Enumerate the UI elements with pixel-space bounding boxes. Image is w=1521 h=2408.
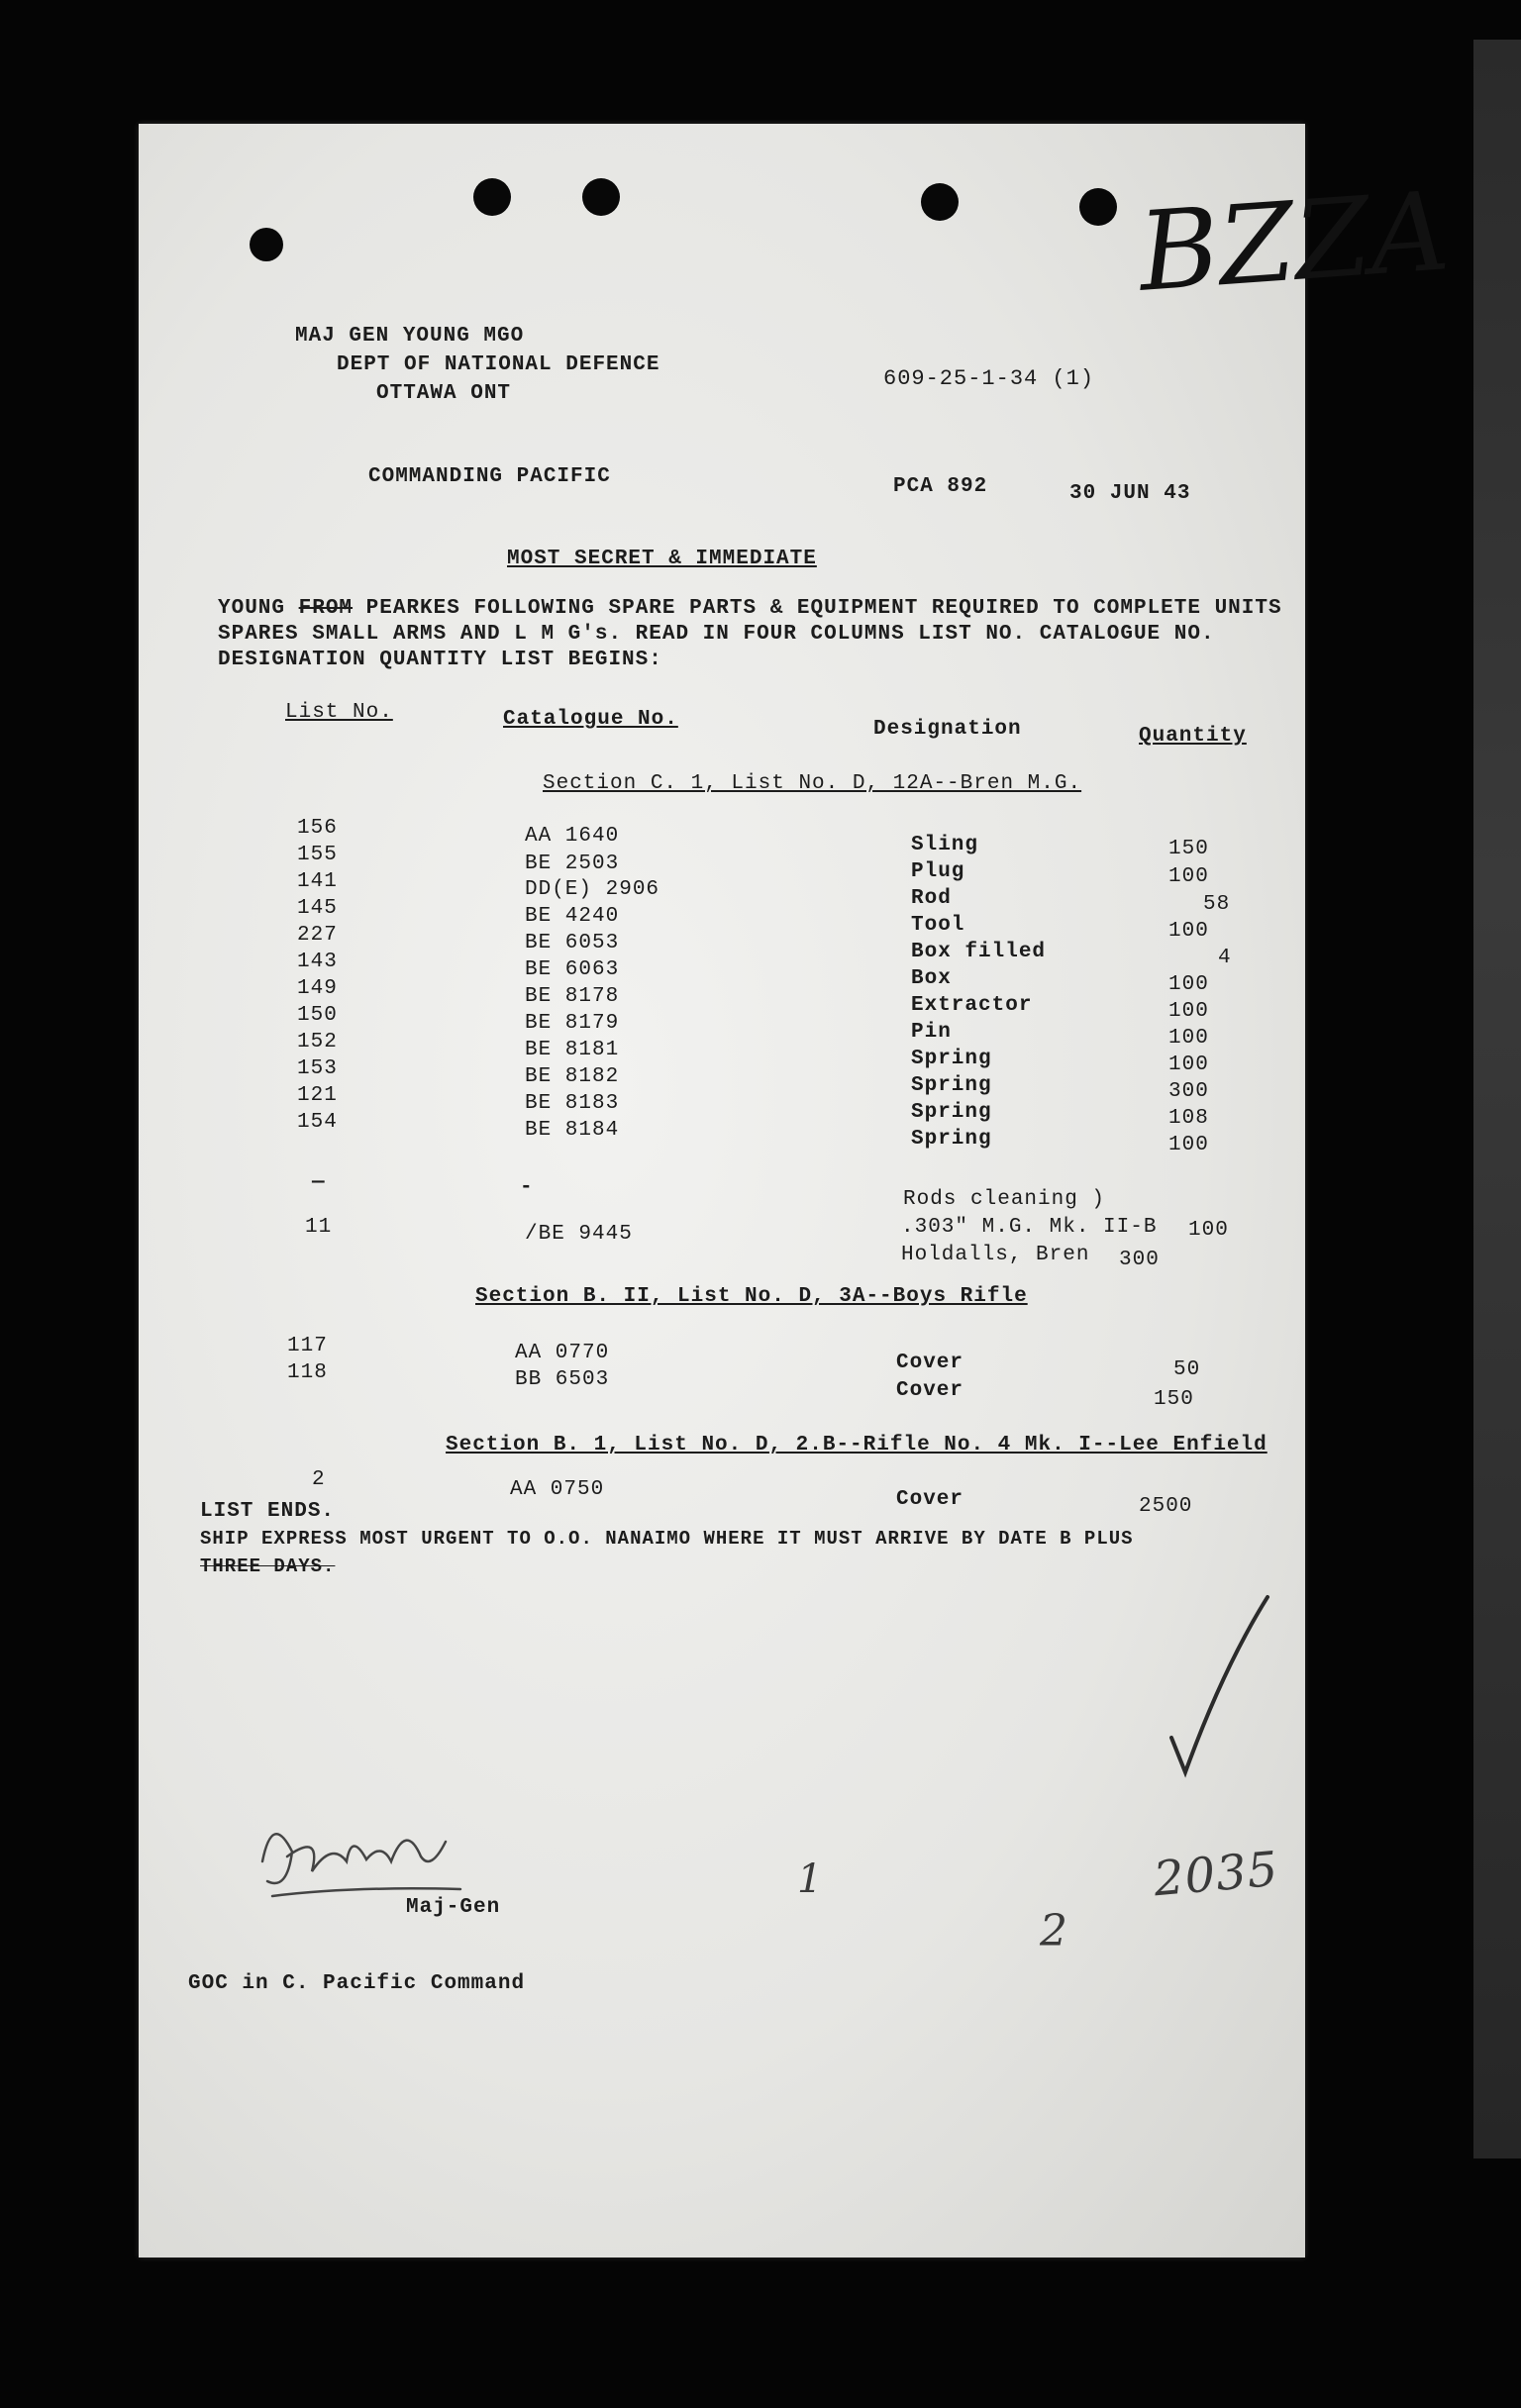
designation-cell: Spring bbox=[911, 1101, 992, 1124]
catalogue-no-cell: BE 8182 bbox=[525, 1065, 620, 1088]
list-no-cell: 156 bbox=[297, 817, 338, 840]
quantity-cell: 100 bbox=[1168, 920, 1209, 943]
quantity-cell: 100 bbox=[1168, 1027, 1209, 1050]
punch-hole bbox=[473, 178, 511, 216]
intro-line: YOUNG FROM PEARKES FOLLOWING SPARE PARTS & EQUIPMENT REQUIRED TO COMPLETE UNITS bbox=[218, 597, 1282, 620]
handwritten-corner-mark: BZZA bbox=[1134, 167, 1454, 316]
column-header-list-no: List No. bbox=[285, 701, 393, 724]
addressee-line: OTTAWA ONT bbox=[376, 382, 512, 405]
list-no-cell: 227 bbox=[297, 924, 338, 947]
signature-title: GOC in C. Pacific Command bbox=[188, 1972, 526, 1995]
intro-line: SPARES SMALL ARMS AND L M G's. READ IN FOUR COLUMNS LIST NO. CATALOGUE NO. bbox=[218, 623, 1215, 646]
punch-hole bbox=[582, 178, 620, 216]
quantity-cell: 100 bbox=[1168, 865, 1209, 888]
punch-hole bbox=[921, 183, 959, 221]
designation-cell: Rod bbox=[911, 887, 952, 910]
column-header-catalogue-no: Catalogue No. bbox=[503, 708, 678, 731]
designation-cell: Spring bbox=[911, 1048, 992, 1070]
check-mark-icon bbox=[1164, 1589, 1272, 1797]
quantity-cell: 58 bbox=[1203, 893, 1231, 916]
catalogue-no-cell: DD(E) 2906 bbox=[525, 878, 660, 901]
catalogue-no-cell: BE 8178 bbox=[525, 985, 620, 1008]
addressee-line: DEPT OF NATIONAL DEFENCE bbox=[337, 353, 660, 376]
quantity-cell: 100 bbox=[1188, 1219, 1229, 1242]
catalogue-no-cell: - bbox=[520, 1176, 534, 1199]
handwritten-note: 2 bbox=[1040, 1906, 1068, 1956]
designation-cell: Box bbox=[911, 967, 952, 990]
catalogue-no-cell: BE 4240 bbox=[525, 905, 620, 928]
list-no-cell: 149 bbox=[297, 977, 338, 1000]
sender: COMMANDING PACIFIC bbox=[368, 465, 611, 488]
quantity-cell: 4 bbox=[1218, 947, 1232, 969]
list-no-cell: 118 bbox=[287, 1361, 328, 1384]
list-ends: LIST ENDS. bbox=[200, 1500, 336, 1523]
punch-hole bbox=[1079, 188, 1117, 226]
list-no-cell: 141 bbox=[297, 870, 338, 893]
quantity-cell: 150 bbox=[1154, 1388, 1194, 1411]
catalogue-no-cell: BE 2503 bbox=[525, 853, 620, 875]
quantity-cell: 100 bbox=[1168, 1054, 1209, 1076]
list-no-cell: 121 bbox=[297, 1084, 338, 1107]
quantity-cell: 50 bbox=[1173, 1358, 1201, 1381]
section-title: Section B. 1, List No. D, 2.B--Rifle No. 4 Mk. I--Lee Enfield bbox=[446, 1434, 1268, 1456]
designation-cell: Spring bbox=[911, 1128, 992, 1151]
list-no-cell: 155 bbox=[297, 844, 338, 866]
catalogue-no-cell: BE 8184 bbox=[525, 1119, 620, 1142]
catalogue-no-cell: BE 8181 bbox=[525, 1039, 620, 1061]
catalogue-no-cell: BB 6503 bbox=[515, 1368, 610, 1391]
quantity-cell: 100 bbox=[1168, 1134, 1209, 1156]
catalogue-no-cell: AA 0750 bbox=[510, 1478, 605, 1501]
designation-cell: Box filled bbox=[911, 941, 1047, 963]
list-no-cell: 2 bbox=[312, 1468, 326, 1491]
document-page bbox=[139, 124, 1454, 2258]
designation-cell: Extractor bbox=[911, 994, 1033, 1017]
column-header-designation: Designation bbox=[873, 718, 1022, 741]
quantity-cell: 100 bbox=[1168, 973, 1209, 996]
intro-line: DESIGNATION QUANTITY LIST BEGINS: bbox=[218, 649, 662, 671]
quantity-cell: 108 bbox=[1168, 1107, 1209, 1130]
designation-cell: Pin bbox=[911, 1021, 952, 1044]
quantity-cell: 300 bbox=[1119, 1249, 1160, 1271]
quantity-cell: 300 bbox=[1168, 1080, 1209, 1103]
quantity-cell: 2500 bbox=[1139, 1495, 1193, 1518]
catalogue-no-cell: AA 1640 bbox=[525, 825, 620, 848]
section-title: Section C. 1, List No. D, 12A--Bren M.G. bbox=[543, 772, 1082, 795]
designation-cell: Sling bbox=[911, 834, 979, 856]
closing-line: THREE DAYS. bbox=[200, 1555, 336, 1577]
list-no-cell: 153 bbox=[297, 1057, 338, 1080]
designation-cell: Plug bbox=[911, 860, 965, 883]
designation-cell: .303" M.G. Mk. II-B bbox=[901, 1216, 1158, 1239]
handwritten-note: 2035 bbox=[1151, 1841, 1281, 1908]
catalogue-no-cell: AA 0770 bbox=[515, 1342, 610, 1364]
catalogue-no-cell: BE 6063 bbox=[525, 958, 620, 981]
handwritten-note: 1 bbox=[797, 1856, 824, 1902]
list-no-cell: 143 bbox=[297, 951, 338, 973]
designation-cell: Cover bbox=[896, 1352, 964, 1374]
designation-cell: Tool bbox=[911, 914, 965, 937]
designation-cell: Cover bbox=[896, 1379, 964, 1402]
section-title: Section B. II, List No. D, 3A--Boys Rifle bbox=[475, 1285, 1028, 1308]
designation-cell: Spring bbox=[911, 1074, 992, 1097]
message-date: 30 JUN 43 bbox=[1069, 482, 1191, 505]
list-no-cell: — bbox=[312, 1171, 326, 1194]
designation-cell: Holdalls, Bren bbox=[901, 1244, 1090, 1266]
list-no-cell: 150 bbox=[297, 1004, 338, 1027]
column-header-quantity: Quantity bbox=[1139, 725, 1247, 748]
addressee-line: MAJ GEN YOUNG MGO bbox=[295, 325, 525, 348]
quantity-cell: 100 bbox=[1168, 1000, 1209, 1023]
designation-cell: Cover bbox=[896, 1488, 964, 1511]
catalogue-no-cell: BE 6053 bbox=[525, 932, 620, 954]
file-number: 609-25-1-34 (1) bbox=[883, 366, 1095, 391]
designation-cell: Rods cleaning ) bbox=[903, 1188, 1106, 1211]
catalogue-no-cell: BE 8179 bbox=[525, 1012, 620, 1035]
list-no-cell: 152 bbox=[297, 1031, 338, 1054]
signature-rank: Maj-Gen bbox=[406, 1896, 501, 1919]
film-edge bbox=[1473, 40, 1521, 2158]
catalogue-no-cell: /BE 9445 bbox=[525, 1223, 633, 1246]
list-no-cell: 154 bbox=[297, 1111, 338, 1134]
classification: MOST SECRET & IMMEDIATE bbox=[507, 548, 817, 570]
list-no-cell: 117 bbox=[287, 1335, 328, 1357]
list-no-cell: 145 bbox=[297, 897, 338, 920]
closing-line: SHIP EXPRESS MOST URGENT TO O.O. NANAIMO WHERE IT MUST ARRIVE BY DATE B PLUS bbox=[200, 1528, 1134, 1550]
catalogue-no-cell: BE 8183 bbox=[525, 1092, 620, 1115]
quantity-cell: 150 bbox=[1168, 838, 1209, 860]
punch-hole bbox=[250, 228, 283, 261]
message-reference: PCA 892 bbox=[893, 475, 988, 498]
list-no-cell: 11 bbox=[305, 1216, 333, 1239]
